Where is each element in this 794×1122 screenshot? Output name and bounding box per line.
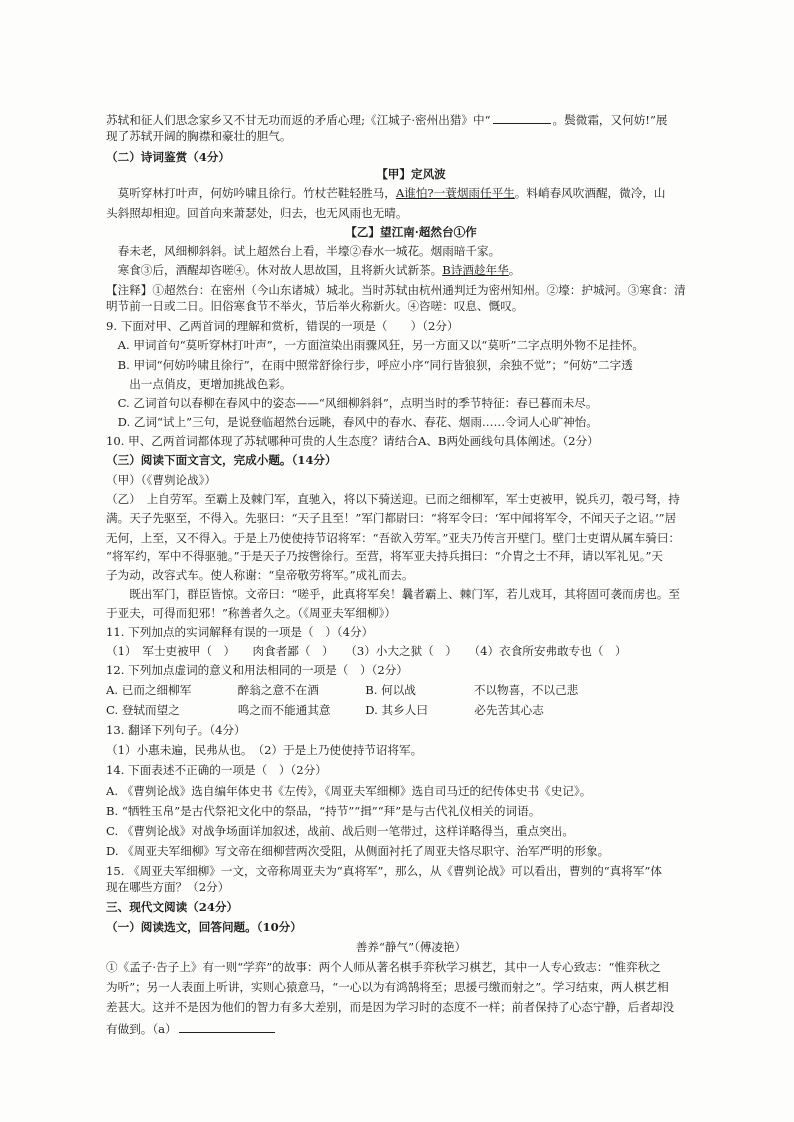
text-line bbox=[106, 166, 716, 182]
text-line bbox=[106, 722, 716, 738]
text-line bbox=[106, 682, 716, 698]
line-text: （甲）（《曹刿论战》） bbox=[106, 473, 217, 487]
line-text: ①《孟子·告子上》有一则“学弈”的故事：两个人师从著名棋手弈秋学习棋艺，其中一人专心致志：“惟弈秋之 bbox=[106, 960, 661, 974]
line-text: 9. 下面对甲、乙两首词的理解和赏析，错误的一项是（ ）（2分） bbox=[106, 319, 459, 333]
text-line bbox=[106, 452, 716, 468]
line-text: 出一点俏皮，更增加挑战色彩。 bbox=[106, 377, 292, 391]
text-line bbox=[106, 999, 716, 1015]
text-line bbox=[106, 318, 716, 334]
text-line bbox=[106, 662, 716, 678]
text-line bbox=[106, 243, 716, 259]
line-text: 于亚夫，可得而犯邪！”称善者久之。（《周亚夫军细柳》） bbox=[106, 606, 396, 620]
line-text: C. 《曹刿论战》对战争场面详加叙述，战前、战后则一笔带过，这样详略得当，重点突出。 bbox=[106, 824, 574, 838]
text-line bbox=[106, 224, 716, 240]
line-text: 11. 下列加点的实词解释有误的一项是（ ）（4分） bbox=[106, 625, 374, 639]
line-text-rest: 。 bbox=[508, 263, 521, 277]
text-line bbox=[106, 643, 716, 659]
underlined-phrase: B诗酒趁年华 bbox=[442, 263, 509, 277]
line-text: 【甲】定风波 bbox=[376, 167, 446, 181]
text-line bbox=[106, 128, 716, 144]
line-text: 15. 《周亚夫军细柳》一文，文帝称周亚夫为“真将军”，那么，从《曹刿论战》可以看出，曹刿的“真将军”体 bbox=[106, 864, 662, 878]
text-line bbox=[106, 337, 716, 353]
text-line bbox=[106, 702, 716, 718]
line-text: 14. 下面表述不正确的一项是（ ）（2分） bbox=[106, 763, 327, 777]
text-line bbox=[106, 548, 716, 564]
text-line bbox=[106, 357, 716, 373]
underlined-phrase: A谁怕?一蓑烟雨任平生 bbox=[395, 186, 515, 200]
line-text: （一）阅读选文，回答问题。（10分） bbox=[106, 920, 302, 934]
text-line bbox=[106, 282, 716, 298]
line-text: A. 已而之细柳军 醉翁之意不在酒 B. 何以战 不以物喜，不以己悲 bbox=[106, 683, 579, 697]
line-text: 头斜照却相迎。回首向来萧瑟处，归去，也无风雨也无晴。 bbox=[106, 206, 408, 220]
line-text: 明节前一日或二日。旧俗寒食节不举火，节后举火称新火。④咨嗟：叹息、慨叹。 bbox=[106, 299, 524, 313]
line-text: 无何，上至，又不得入。于是上乃使使持节诏将军：“吾欲入劳军。”亚夫乃传言开壁门。壁门士吏谓从属车骑曰： bbox=[106, 531, 681, 545]
text-line bbox=[106, 472, 716, 488]
text-line bbox=[106, 567, 716, 583]
text-line bbox=[106, 959, 716, 975]
text-line bbox=[106, 803, 716, 819]
text-line bbox=[106, 491, 716, 507]
text-line bbox=[106, 395, 716, 411]
text-line bbox=[106, 624, 716, 640]
line-text: 苏轼和征人们思念家乡又不甘无功而返的矛盾心理;《江城子·密州出猎》中“ bbox=[106, 113, 491, 127]
line-text: B. “牺牲玉帛”是古代祭祀文化中的祭品，“持节”“揖”“拜”是与古代礼仪相关的词语。 bbox=[106, 804, 541, 818]
text-line bbox=[106, 939, 716, 955]
line-text: 子为动，改容式车。使人称谢：“皇帝敬劳将军。”成礼而去。 bbox=[106, 568, 414, 582]
line-text: 现了苏轼开阔的胸襟和豪壮的胆气。 bbox=[106, 129, 292, 143]
text-line bbox=[106, 979, 716, 995]
text-line bbox=[106, 205, 716, 221]
text-line bbox=[106, 742, 716, 758]
text-line bbox=[106, 510, 716, 526]
text-line bbox=[106, 112, 716, 128]
line-text: 三、现代文阅读（24分） bbox=[106, 900, 239, 914]
text-line bbox=[106, 149, 716, 165]
line-text: 寒食③后，酒醒却咨嗟④。休对故人思故国，且将新火试新茶。 bbox=[106, 263, 443, 277]
line-text: （三）阅读下面文言文，完成小题。（14分） bbox=[106, 453, 337, 467]
line-text: （1）小惠未遍，民弗从也。 （2）于是上乃使使持节诏将军。 bbox=[106, 743, 423, 757]
line-text: 13. 翻译下列句子。（4分） bbox=[106, 723, 246, 737]
line-text: 有做到。（a） bbox=[106, 1022, 177, 1036]
text-line bbox=[106, 433, 716, 449]
text-line bbox=[106, 899, 716, 915]
text-line bbox=[106, 376, 716, 392]
line-text: D. 《周亚夫军细柳》写文帝在细柳营两次受阻，从侧面衬托了周亚夫恪尽职守、治军严明的形象。 bbox=[106, 844, 610, 858]
line-text: 春未老，风细柳斜斜。试上超然台上看，半壕②春水一城花。烟雨暗千家。 bbox=[106, 244, 501, 258]
text-line bbox=[106, 863, 716, 879]
answer-blank[interactable] bbox=[179, 1021, 275, 1033]
text-line bbox=[106, 762, 716, 778]
line-text: 【注释】①超然台：在密州（今山东诸城）城北。当时苏轼由杭州通判迁为密州知州。②壕：护城河。③寒食：清 bbox=[106, 283, 686, 297]
line-text: （二）诗词鉴赏（4分） bbox=[106, 150, 231, 164]
line-text: 莫听穿林打叶声，何妨吟啸且徐行。竹杖芒鞋轻胜马， bbox=[106, 186, 396, 200]
text-line bbox=[106, 919, 716, 935]
text-line bbox=[106, 823, 716, 839]
line-text: 既出军门，群臣皆惊。文帝曰：“嗟乎，此真将军矣！曩者霸上、棘门军，若儿戏耳，其将固可袭而虏也。至 bbox=[106, 587, 681, 601]
line-text: A. 《曹刿论战》选自编年体史书《左传》，《周亚夫军细柳》选自司马迁的纪传体史书《史记》。 bbox=[106, 784, 592, 798]
line-text: A. 甲词首句“莫听穿林打叶声”，一方面渲染出雨骤风狂，另一方面又以“莫听”二字点明外物不足挂怀。 bbox=[106, 338, 644, 352]
line-text: 善养“静气”（傅凌艳） bbox=[355, 940, 467, 954]
text-line bbox=[106, 783, 716, 799]
text-line bbox=[106, 298, 716, 314]
text-line bbox=[106, 879, 716, 895]
line-text: D. 乙词“试上”三句，是说登临超然台远眺，春风中的春水、春花、烟雨……令词人心旷神怡。 bbox=[106, 415, 598, 429]
line-text: 为听”；另一人表面上听讲，实则心猿意马，“一心以为有鸿鹄将至；思援弓缴而射之”。学习结束，两人棋艺相 bbox=[106, 980, 669, 994]
line-text: 满。天子先驱至，不得入。先驱曰：“天子且至！”军门都尉曰：“将军令曰：‘军中闻将军令，不闻天子之诏。’”居 bbox=[106, 511, 677, 525]
text-line bbox=[106, 185, 716, 201]
text-line bbox=[106, 1021, 716, 1037]
line-text: C. 乙词首句以春柳在春风中的姿态——“风细柳斜斜”，点明当时的季节特征：春已暮而未尽。 bbox=[106, 396, 598, 410]
line-text: 差甚大。这并不是因为他们的智力有多大差别，而是因为学习时的态度不一样；前者保持了心态宁静，后者却没 bbox=[106, 1000, 675, 1014]
line-text: 12. 下列加点虚词的意义和用法相同的一项是（ ）（2分） bbox=[106, 663, 408, 677]
text-line bbox=[106, 414, 716, 430]
line-text-after-blank: 。鬓微霜，又何妨!”展 bbox=[552, 113, 668, 127]
text-line bbox=[106, 586, 716, 602]
line-text: （乙） 上自劳军。至霸上及棘门军，直驰入，将以下骑送迎。已而之细柳军，军士吏被甲，锐兵刃，彀弓弩，持 bbox=[106, 492, 680, 506]
answer-blank[interactable] bbox=[493, 112, 551, 124]
line-text: 现在哪些方面？（2分） bbox=[106, 880, 230, 894]
line-text-rest: 。料峭春风吹酒醒，微冷，山 bbox=[514, 186, 666, 200]
text-line bbox=[106, 605, 716, 621]
text-line bbox=[106, 262, 716, 278]
line-text: 10. 甲、乙两首词都体现了苏轼哪种可贵的人生态度？请结合A、B两处画线句具体阐述。（2分） bbox=[106, 434, 599, 448]
text-line bbox=[106, 530, 716, 546]
line-text: 【乙】望江南·超然台①作 bbox=[345, 225, 477, 239]
text-line bbox=[106, 843, 716, 859]
line-text: （1） 军士吏被甲（ ） 肉食者鄙（ ） （3）小大之狱（ ） （4）衣食所安弗敢专也（ ） bbox=[106, 644, 627, 658]
line-text: “将军约，军中不得驱驰。”于是天子乃按辔徐行。至营，将军亚夫持兵揖曰：“介胄之士不拜，请以军礼见。”天 bbox=[106, 549, 664, 563]
line-text: C. 登轼而望之 鸣之而不能通其意 D. 其乡人曰 必先苦其心志 bbox=[106, 703, 544, 717]
line-text: B. 甲词“何妨吟啸且徐行”，在雨中照常舒徐行步，呼应小序“同行皆狼狈，余独不觉”；“何妨”二字透 bbox=[106, 358, 633, 372]
